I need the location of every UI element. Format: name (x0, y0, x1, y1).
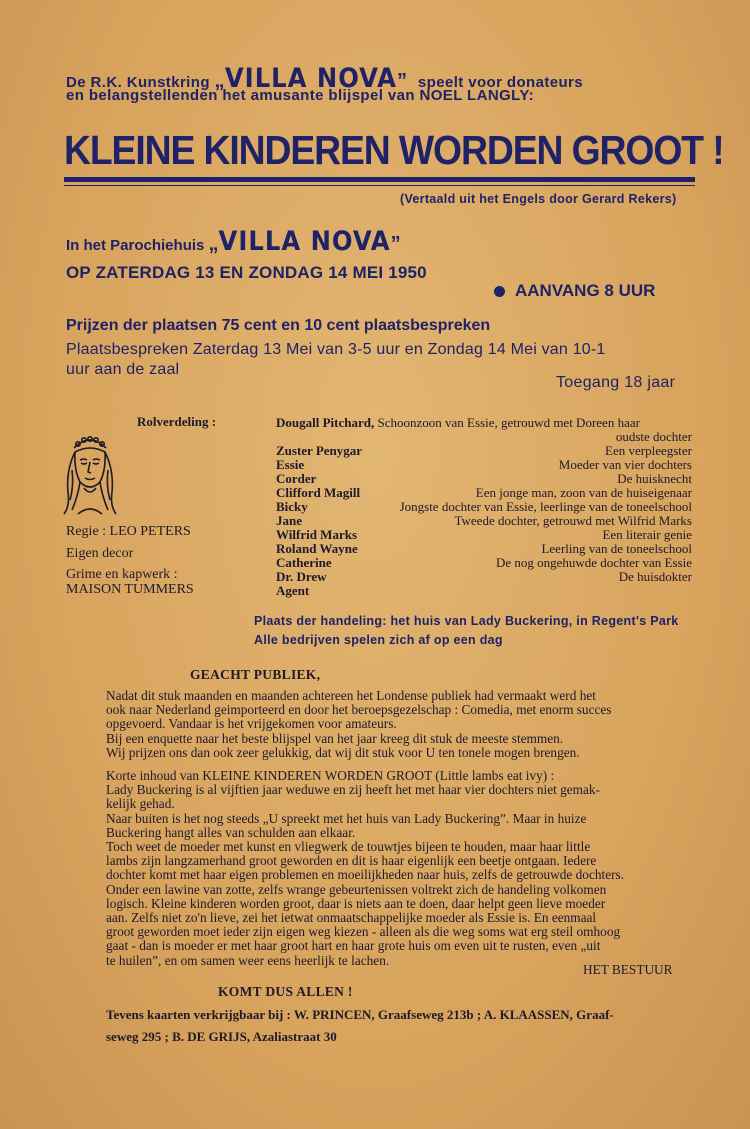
letter-line: aan. Zelfs niet zo'n lieve, zei het ietwat onmaatschappelijke moeder als Essie is. En eenmaal (106, 910, 597, 926)
play-title: KLEINE KINDEREN WORDEN GROOT ! (64, 127, 724, 173)
reservation-line-1: Plaatsbespreken Zaterdag 13 Mei van 3-5 uur en Zondag 14 Mei van 10-1 (66, 341, 606, 358)
director-credit: Regie : LEO PETERS (66, 524, 191, 539)
title-rule-thin (64, 185, 695, 186)
cast-name: Bicky (276, 499, 308, 514)
letter-line: Buckering hangt alles van schulden aan elkaar. (106, 824, 356, 840)
start-time-text: AANVANG 8 UUR (515, 281, 656, 300)
prices-line: Prijzen der plaatsen 75 cent en 10 cent plaatsbespreken (66, 317, 491, 334)
letter-line: Wij prijzen ons dan ook zeer gelukkig, dat wij dit stuk voor U ten tonele mogen brengen. (106, 744, 580, 760)
letter-line: Lady Buckering is al vijftien jaar weduwe en zij heeft het met haar vier dochters niet gemak- (106, 782, 601, 798)
venue-prefix: In het Parochiehuis (66, 237, 205, 254)
cast-row (276, 486, 692, 500)
cast-row (276, 584, 692, 598)
cast-name: Agent (276, 583, 310, 598)
cast-name: Corder (276, 471, 317, 486)
letter-line: gaat - dan is moeder er met haar groot hart en haar grote huis om even uit te rusten, even „uit (106, 938, 601, 954)
club-name-close-quote: ” (396, 70, 408, 92)
intro-suffix: speelt voor donateurs (417, 74, 584, 91)
cast-desc: Tweede dochter, getrouwd met Wilfrid Marks (454, 513, 692, 528)
cast-name: Clifford Magill (276, 485, 361, 500)
letter-signature: HET BESTUUR (583, 962, 673, 977)
club-name-open-quote: „ (214, 70, 225, 92)
letter-line: Bij een enquette naar het beste blijspel van het jaar kreeg dit stuk de meeste stemmen. (106, 730, 564, 746)
letter-line: Nadat dit stuk maanden en maanden achtereen het Londense publiek had vermaakt werd het (106, 688, 596, 703)
decor-credit: Eigen decor (66, 546, 134, 561)
cast-desc: De nog ongehuwde dochter van Essie (495, 555, 692, 570)
ticket-line: seweg 295 ; B. DE GRIJS, Azaliastraat 30 (106, 1029, 337, 1044)
cast-row (276, 528, 692, 542)
cast-desc: Moeder van vier dochters (558, 457, 692, 472)
makeup-credit: MAISON TUMMERS (66, 582, 194, 597)
venue-open-quote: „ (208, 233, 219, 255)
letter-salutation: GEACHT PUBLIEK, (190, 667, 321, 682)
letter-line: groot geworden moet ieder zijn eigen weg kiezen - alleen als die weg soms wat erg steil omhoog (106, 924, 621, 940)
cast-desc: Jongste dochter van Essie, leerlinge van de toneelschool (399, 499, 692, 514)
theatre-mask-icon (60, 430, 120, 516)
cast-row (276, 570, 692, 584)
cast-name: Dougall Pitchard, (276, 415, 375, 430)
cast-name: Roland Wayne (276, 541, 358, 556)
venue-name: VILLA NOVA (218, 226, 391, 257)
setting-place: Plaats der handeling: het huis van Lady Buckering, in Regent's Park (254, 614, 679, 628)
letter-line: Korte inhoud van KLEINE KINDEREN WORDEN GROOT (Little lambs eat ivy) : (106, 768, 555, 783)
translation-credit: (Vertaald uit het Engels door Gerard Rekers) (400, 192, 677, 206)
bullet-icon (494, 286, 505, 297)
letter-line: dochter komt met haar eigen problemen en moeilijkheden naar huis, zelfs de getrouwde dochters. (106, 867, 625, 883)
cast-desc: Een verpleegster (605, 443, 692, 458)
cast-name: Jane (276, 513, 302, 528)
cast-name: Catherine (276, 555, 332, 570)
letter-line: Onder een lawine van zotte, zelfs wrange gebeurtenissen voltrekt zich de handeling volkomen (106, 881, 607, 897)
call-to-action: KOMT DUS ALLEN ! (218, 984, 353, 999)
cast-row (276, 514, 692, 528)
letter-line: Naar buiten is het nog steeds „U spreekt met het huis van Lady Buckering”. Maar in huize (106, 810, 587, 826)
letter-paragraph-1 (106, 689, 694, 760)
title-rule-thick (64, 177, 695, 182)
letter-line: te huilen”, en om samen weer eens heerlijk te lachen. (106, 952, 390, 968)
cast-row (276, 472, 692, 486)
cast-name: Zuster Penygar (276, 443, 363, 458)
ticket-line: Tevens kaarten verkrijgbaar bij : W. PRINCEN, Graafseweg 213b ; A. KLAASSEN, Graaf- (106, 1007, 614, 1022)
cast-row (276, 444, 692, 458)
cast-name: Dr. Drew (276, 569, 327, 584)
cast-desc: Een jonge man, zoon van de huiseigenaar (475, 485, 692, 500)
letter-line: opgevoerd. Vandaar is het vrijgekomen voor amateurs. (106, 716, 397, 732)
cast-row (276, 542, 692, 556)
ticket-outlets (106, 1004, 694, 1048)
cast-row (276, 500, 692, 514)
venue-close-quote: ” (390, 233, 401, 255)
cast-label: Rolverdeling : (137, 414, 217, 429)
cast-desc: Een literair genie (602, 527, 692, 542)
makeup-label: Grime en kapwerk : (66, 567, 178, 582)
cast-name: Wilfrid Marks (276, 527, 358, 542)
letter-line: ook naar Nederland geimporteerd en door het beroepsgezelschap : Comedia, met enorm succes (106, 702, 612, 718)
age-restriction: Toegang 18 jaar (556, 374, 676, 391)
cast-desc: Schoonzoon van Essie, getrouwd met Doreen haar (377, 415, 640, 430)
letter-line: lambs zijn langzamerhand groot geworden en dit is haar eigenlijk een beetje ontgaan. Iedere (106, 853, 597, 869)
club-name: VILLA NOVA (224, 63, 397, 94)
letter-paragraph-2 (106, 769, 694, 968)
performance-dates: OP ZATERDAG 13 EN ZONDAG 14 MEI 1950 (66, 263, 427, 282)
cast-row (276, 416, 692, 430)
setting-acts: Alle bedrijven spelen zich af op een dag (254, 633, 503, 647)
cast-desc: De huisdokter (618, 569, 692, 584)
cast-row (276, 556, 692, 570)
reservation-line-2: uur aan de zaal (66, 361, 180, 378)
cast-name: Essie (276, 457, 305, 472)
intro-line-2: en belangstellenden het amusante blijspel van NOEL LANGLY: (66, 87, 535, 104)
cast-desc: oudste dochter (615, 429, 692, 444)
start-time (494, 281, 655, 301)
venue-line (66, 226, 401, 257)
letter-line: logisch. Kleine kinderen worden groot, daar is niets aan te doen, daar helpt geen lieve moeder (106, 895, 606, 911)
cast-row (276, 458, 692, 472)
cast-desc: Leerling van de toneelschool (541, 541, 692, 556)
letter-line: Toch weet de moeder met kunst en vliegwerk de touwtjes bijeen te houden, maar haar little (106, 839, 591, 855)
intro-prefix: De R.K. Kunstkring (66, 74, 210, 91)
cast-desc: De huisknecht (617, 471, 692, 486)
letter-line: kelijk gehad. (106, 796, 175, 812)
